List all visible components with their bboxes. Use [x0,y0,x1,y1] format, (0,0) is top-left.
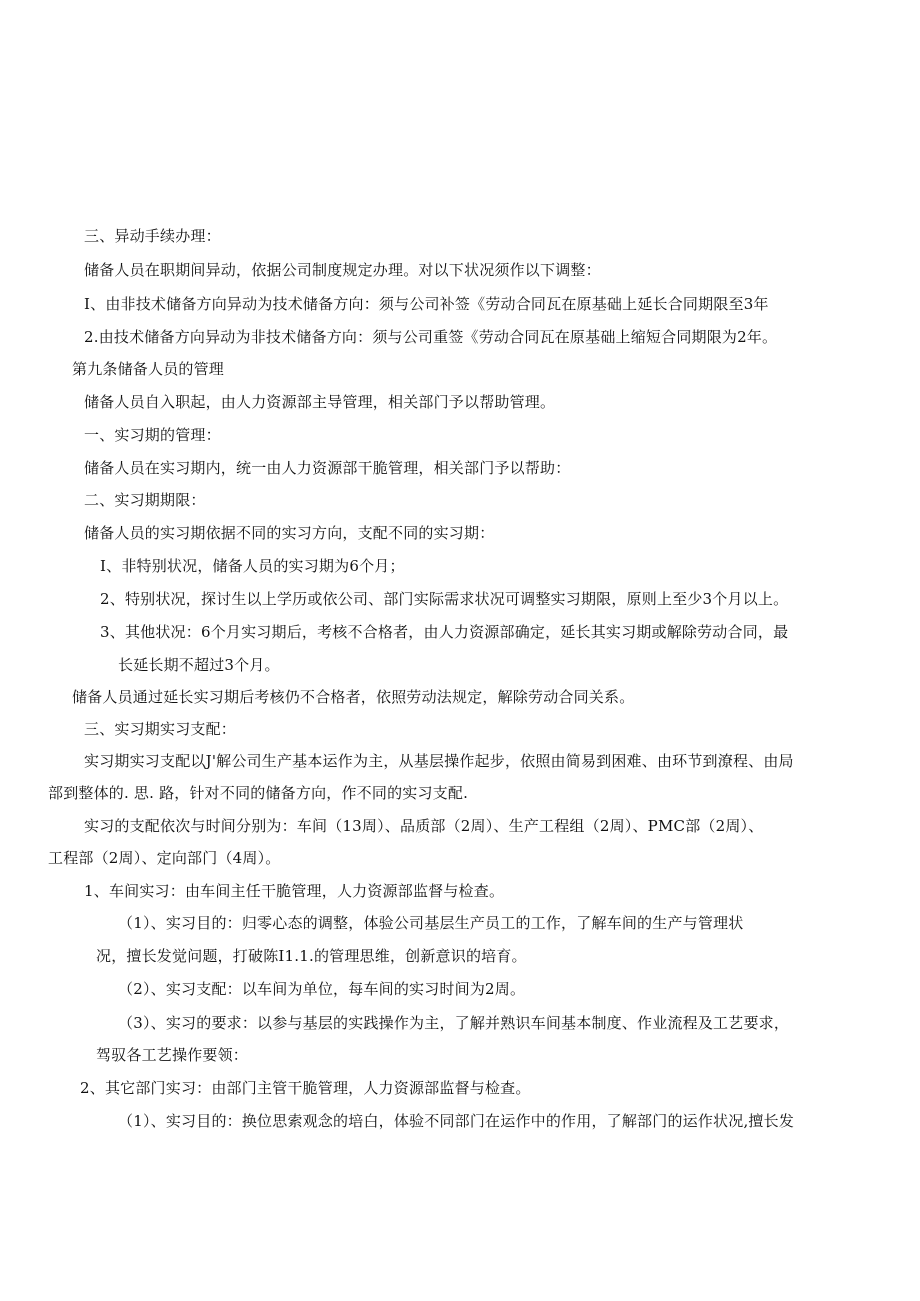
paragraph-arrangement-line-2: 部到整体的. 思. 路，针对不同的储备方向，作不同的实习支配. [48,784,469,802]
subsection-other-departments: 2、其它部门实习：由部门主管干脆管理，人力资源部监督与检查。 [80,1079,531,1097]
paragraph-arrangement-line-1: 实习期实习支配以J'解公司生产基本运作为主，从基层操作起步，依照由简易到困难、由环节到潦程、由局 [84,752,794,770]
paragraph-internship-management: 储备人员在实习期内，统一由人力资源部干脆管理，相关部门予以帮助： [84,459,571,477]
paragraph-extension-result: 储备人员通过延长实习期后考核仍不合格者，依照劳动法规定，解除劳动合同关系。 [72,688,635,706]
section-heading-transfer-procedure: 三、异动手续办理： [84,227,221,245]
section-heading-internship-management: 一、实习期的管理： [84,426,221,444]
list-item-period-3: 3、其他状况：6个月实习期后，考核不合格者，由人力资源部确定，延长其实习期或解除劳动合同，最 [100,623,789,641]
article-heading-9: 第九条储备人员的管理 [72,360,225,378]
subsection-workshop-internship: 1、车间实习：由车间主任干脆管理，人力资源部监督与检查。 [84,882,505,900]
item-workshop-requirements-continued: 驾驭各工艺操作要领： [96,1046,249,1064]
paragraph-transfer-intro: 储备人员在职期间异动，依据公司制度规定办理。对以下状况须作以下调整： [84,261,601,279]
item-other-departments-purpose: （1）、实习目的：换位思索观念的培白，体验不同部门在运作中的作用，了解部门的运作状况,擅长发 [118,1112,795,1130]
list-item-transfer-2: 2.由技术储备方向异动为非技术储备方向：须与公司重签《劳动合同瓦在原基础上缩短合同期限为2年。 [84,328,778,346]
item-workshop-purpose: （1）、实习目的：归零心态的调整，体验公司基层生产员工的工作，了解车间的生产与管理状 [118,914,744,932]
item-workshop-purpose-continued: 况，擅长发觉问题，打破陈I1.1.的管理思维，创新意识的培育。 [96,947,527,965]
list-item-period-2: 2、特别状况，探讨生以上学历或依公司、部门实际需求状况可调整实习期限，原则上至少3个月以上。 [100,590,789,608]
item-workshop-requirements: （3）、实习的要求：以参与基层的实践操作为主，了解并熟识车间基本制度、作业流程及工艺要求， [118,1014,790,1032]
section-heading-internship-period: 二、实习期期限： [84,491,206,509]
item-workshop-arrangement: （2）、实习支配：以车间为单位，每车间的实习时间为2周。 [118,980,526,998]
list-item-transfer-1: I、由非技术储备方向异动为技术储备方向：须与公司补签《劳动合同瓦在原基础上延长合同期限至3年 [84,295,769,313]
paragraph-internship-period: 储备人员的实习期依据不同的实习方向，支配不同的实习期： [84,524,495,542]
list-item-period-1: I、非特别状况，储备人员的实习期为6个月； [100,557,405,575]
paragraph-schedule-line-2: 工程部（2周）、定向部门（4周）。 [48,849,281,867]
paragraph-management-intro: 储备人员自入职起，由人力资源部主导管理，相关部门予以帮助管理。 [84,393,556,411]
list-item-period-3-continued: 长延长期不超过3个月。 [118,656,280,674]
paragraph-schedule-line-1: 实习的支配依次与时间分别为：车间（13周）、品质部（2周）、生产工程组（2周）、PMC部（2周）、 [84,817,764,835]
section-heading-internship-arrangement: 三、实习期实习支配： [84,720,237,738]
